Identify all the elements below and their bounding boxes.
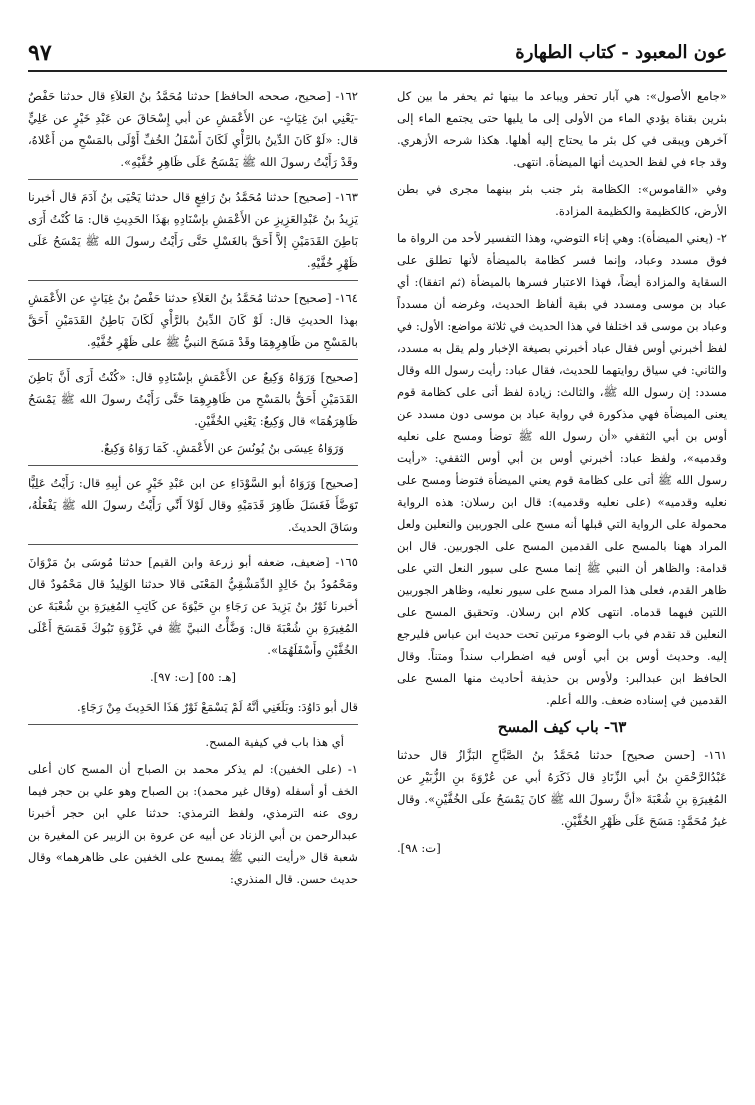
separator-line <box>28 280 358 281</box>
commentary-paragraph: ١- (على الخفين): لم يذكر محمد بن الصباح أن المسح كان أعلى الخف أو أسفله (وقال غير محمد): بن الصباح وهو علي بن حجر فيما روى عنه الترمذي، ولفظ الترمذي: حدثنا علي ابن حجر أخبرنا عبدالرحمن بن أبي الزناد عن أبيه عن عروة بن الزبير عن المغيرة بن شعبة قال «رأيت النبي ﷺ يمسح على الخفين على ظاهرهما» وقال حديث حسن. قال المنذري: <box>28 762 358 886</box>
commentary-paragraph: أي هذا باب في كيفية المسح. <box>205 735 344 749</box>
page-header <box>28 40 727 70</box>
hadith-paragraph: وَرَوَاهُ عِيسَى بنُ يُونُسَ عن الأَعْمَشِ. كَمَا رَوَاهُ وَكِيعٌ. <box>100 441 344 455</box>
commentary-paragraph: «جامع الأصول»: هي آبار تحفر ويباعد ما بينها ثم يحفر ما بين كل بئرين بقناة يؤدي الماء من الأولى إلى ما يليها حتى يجتمع الماء إلى آخرهن ويبقى في كل بئر ما يحتاج إليه أهلها. هكذا شرحه الأزهري. وقد جاء في لفظ الحديث أنها الميضأة. انتهى. <box>397 89 727 169</box>
hadith-paragraph: [صحيح] وَرَوَاهُ وَكِيعٌ عن الأَعْمَشِ بإسْنَادِهِ قال: «كُنْتُ أَرَى أَنَّ بَاطِنَ القَدَمَيْنِ أَحَقُّ بالمَسْحِ من ظَاهِرِهِمَا حَتَّى رَأَيْتُ رسولَ الله ﷺ يَمْسَحُ ظَاهِرَهُمَا» قال وَكِيعٌ: يَعْنِي الخُفَّيْنِ. <box>28 370 358 428</box>
hadith-paragraph: ١٦١- [حسن صحيح] حدثنا مُحَمَّدُ بنُ الصَّبَّاحِ البَزَّازُ قال حدثنا عَبْدُالرَّحْمَنِ بنُ أبي الزِّنَادِ قال ذَكَرَهُ أبي عن عُرْوَةَ بنِ الزُّبَيْرِ عن المُغِيرَةِ بنِ شُعْبَةَ «أنَّ رسولَ الله ﷺ كانَ يَمْسَحُ علَى الخُفَّيْنِ». وقال غيرُ مُحَمَّدٍ: مَسَحَ عَلَى ظَهْرِ الخُفَّيْنِ. <box>397 748 727 828</box>
separator-line <box>28 724 358 725</box>
hadith-paragraph: ١٦٢- [صحيح، صححه الحافظ] حدثنا مُحَمَّدُ بنُ العَلاَءِ قال حدثنا حَفْصٌ -يَعْنِي ابنَ غِيَاثٍ- عن الأَعْمَشِ عن أبي إِسْحَاقَ عن عَبْدِ خَيْرٍ عن عَلِيٍّ قال: «لَوْ كَانَ الدِّينُ بالرَّأْيِ لَكَانَ أَسْفَلُ الخُفِّ أَوْلَى بالمَسْحِ من أَعْلاهُ، وقَدْ رَأَيْتُ رسولَ الله ﷺ يَمْسَحُ عَلَى ظَاهِرِ خُفَّيْهِ». <box>28 89 358 169</box>
running-title: عون المعبود - كتاب الطهارة <box>515 42 727 63</box>
chapter-heading: ٦٣- باب كيف المسح <box>497 718 627 736</box>
reference-note: [هـ: ٥٥] [ت: ٩٧]. <box>149 670 237 684</box>
left-column <box>28 85 358 895</box>
right-column <box>397 85 727 867</box>
separator-line <box>28 359 358 360</box>
reference-note: [ت: ٩٨]. <box>397 841 441 855</box>
page-number: ٩٧ <box>28 40 52 66</box>
header-rule <box>28 70 727 72</box>
commentary-paragraph: ٢- (يعني الميضأة): وهي إناء التوضي، وهذا التفسير لأحد من الرواة ما فوق مسدد وعباد، وإنما فسر كظامة بالميضأة لأنها تطلق على السقاية والمزادة أيضاً، فهذا الاعتبار فسرها بالميضأة (ثم اتفقا): أي عباد بن موسى ومسدد في بقية ألفاظ الحديث، وغرضه أن مسدداً وعباد بن موسى قد اختلفا في هذا الحديث في ثلاثة مواضع: الأول: في لفظ أخبرني أوس فقال عباد أخبرني بصيغة الإخبار ولم يقل به مسدد، والثاني: في سياق روايتهما للحديث، فقال عباد: رأيت رسول الله وقال مسدد: إن رسول الله ﷺ، والثالث: زيادة لفظ أتى على كظامة قوم يعنى الميضأة فهي مذكورة في رواية عباد بن موسى دون مسدد عن أوس بن أبي الثقفي «أن رسول الله ﷺ توضأ ومسح على نعليه وقدميه»، ولفظ عباد: أخبرني أوس بن أبي أوس الثقفي: «رأيت رسول الله ﷺ أتى على كظامة قوم يعني الميضأة فتوضأ ومسح على نعليه وقدميه» (على نعليه وقدميه): قال ابن رسلان: هذه الرواية محمولة على الرواية التي قبلها أنه مسح على الجوربين والنعلين ولعل المراد ههنا بالمسح على القدمين المسح على الجوربين. قال ابن قدامة: والظاهر أن النبي ﷺ إنما مسح على سيور النعل التي على ظاهر القدم، فعلى هذا المراد مسح على سيور نعليه، وظاهر الجوربين اللتين فيهما قدماه. انتهى كلام ابن رسلان. وتحقيق المسح على النعلين قد تقدم في باب الوضوء مرتين تحت حديث ابن عباس فليرجع إليه. وحديث أوس بن أبي أوس فيه اضطراب سنداً ومتناً. وقال الحافظ ابن عبدالبر: ولأوس بن حذيفة أحاديث منها المسح على القدمين في إسناده ضعف. والله أعلم. <box>397 231 727 707</box>
hadith-paragraph: ١٦٣- [صحيح] حدثنا مُحَمَّدُ بنُ رَافِعٍ قال حدثنا يَحْيَى بنُ آدَمَ قال أخبرنا يَزِيدُ بنُ عَبْدِالعَزِيزِ عن الأَعْمَشِ بإسْنَادِهِ بهَذَا الحَدِيثِ قال: مَا كُنْتُ أَرَى بَاطِنَ القَدَمَيْنِ إلاَّ أَحَقَّ بالغَسْلِ حَتَّى رَأَيْتُ رسولَ الله ﷺ يَمْسَحُ عَلَى ظَهْرِ خُفَّيْهِ. <box>28 190 358 270</box>
separator-line <box>28 465 358 466</box>
separator-line <box>28 544 358 545</box>
hadith-paragraph: قال أبو دَاوُدَ: وبَلَغَنِي أنَّهُ لَمْ يَسْمَعْ ثَوْرٌ هَذَا الحَدِيثَ مِنْ رَجَاءٍ. <box>77 700 358 714</box>
hadith-paragraph: [صحيح] وَرَوَاهُ أبو السَّوْدَاءِ عن ابن عَبْدِ خَيْرٍ عن أبِيهِ قال: رَأَيْتُ عَلِيًّا تَوَضَّأَ فَغَسَلَ ظَاهِرَ قَدَمَيْهِ وقال لَوْلاَ أَنِّي رَأَيْتُ رسولَ الله ﷺ يَفْعَلُهُ، وسَاقَ الحديثَ. <box>28 476 358 534</box>
separator-line <box>28 179 358 180</box>
hadith-paragraph: ١٦٤- [صحيح] حدثنا مُحَمَّدُ بنُ العَلاَءِ حدثنا حَفْصُ بنُ غِيَاثٍ عن الأَعْمَشِ بهذا الحديثِ قال: لَوْ كَانَ الدِّينُ بالرَّأْيِ لَكَانَ بَاطِنُ القَدَمَيْنِ أَحَقَّ بالمَسْحِ من ظَاهِرِهِمَا وقَدْ مَسَحَ النبيُّ ﷺ على ظَهْرِ خُفَّيْهِ. <box>28 291 358 349</box>
hadith-paragraph: ١٦٥- [ضعيف، ضعفه أبو زرعة وابن القيم] حدثنا مُوسَى بنُ مَرْوَانَ ومَحْمُودُ بنُ خَالِدٍ الدِّمَشْقِيُّ المَعْنَى قالا حدثنا الوَلِيدُ قال مَحْمُودٌ قال أخبرنا ثَوْرُ بنُ يَزِيدَ عن رَجَاءِ بنِ حَيْوَةَ عن كَاتِبِ المُغِيرَةِ بنِ شُعْبَةَ عن المُغِيرَةِ بنِ شُعْبَةَ قال: وَضَّأْتُ النبيَّ ﷺ في غَزْوَةِ تَبُوكَ فَمَسَحَ أَعْلَى الخُفَّيْنِ وأَسْفَلَهُمَا». <box>28 555 358 657</box>
commentary-paragraph: وفي «القاموس»: الكظامة بئر جنب بئر بينهما مجرى في بطن الأرض، كالكظيمة والكظيمة المزادة. <box>397 182 727 218</box>
